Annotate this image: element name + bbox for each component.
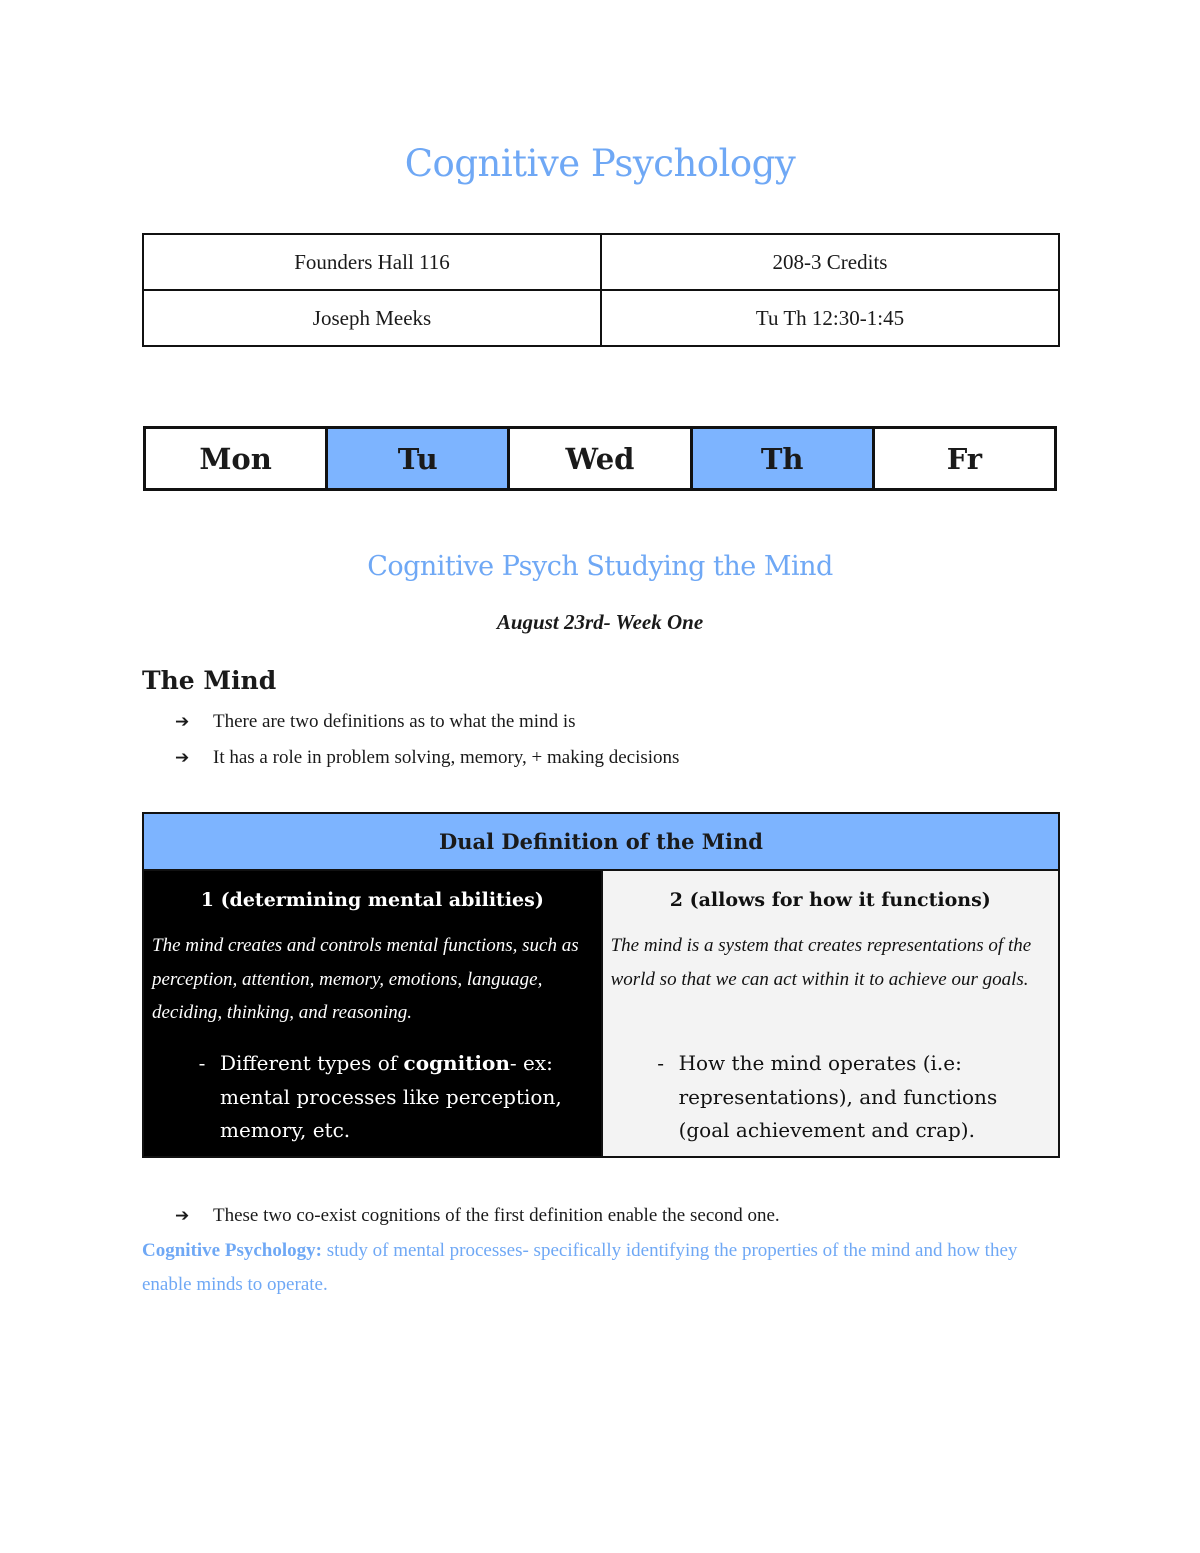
subpoint-text: - ex: mental processes like perception, memory, etc. — [220, 1051, 562, 1142]
definition-1-title: 1 (determining mental abilities) — [200, 889, 544, 911]
definition-text: study of mental processes- specifically identifying the properties of the mind and how they enable minds to operate. — [142, 1240, 1018, 1295]
definition-2-subpoint — [603, 1047, 1058, 1156]
definition-2-title: 2 (allows for how it functions) — [669, 889, 991, 911]
list-item — [175, 704, 679, 740]
document-title: Cognitive Psychology — [404, 142, 796, 185]
location-cell: Founders Hall 116 — [143, 234, 601, 290]
dash-bullet: - — [198, 1051, 206, 1075]
definition-2-cell — [602, 870, 1059, 1157]
day-fr: Fr — [873, 428, 1055, 490]
lecture-date: August 23rd- Week One — [496, 610, 704, 634]
course-info-table — [142, 233, 1060, 347]
list-item — [175, 740, 679, 776]
dual-table-heading: Dual Definition of the Mind — [143, 813, 1059, 870]
day-tu: Tu — [327, 428, 509, 490]
day-wed: Wed — [509, 428, 691, 490]
arrow-icon: ➔ — [175, 748, 190, 768]
instructor-cell: Joseph Meeks — [143, 290, 601, 346]
list-item — [175, 1198, 780, 1234]
bullet-text: There are two definitions as to what the mind is — [213, 711, 576, 732]
day-th: Th — [691, 428, 873, 490]
section-heading: The Mind — [142, 666, 277, 695]
arrow-icon: ➔ — [175, 712, 190, 732]
definition-2-description: The mind is a system that creates representations of the world so that we can act within it to achieve our goals. — [610, 935, 1032, 990]
subpoint-bold: cognition — [403, 1051, 510, 1075]
definition-1-subpoint — [144, 1047, 601, 1156]
bullet-text: These two co-exist cognitions of the first definition enable the second one. — [213, 1205, 780, 1226]
section-title: Cognitive Psych Studying the Mind — [367, 551, 833, 582]
schedule-cell: Tu Th 12:30-1:45 — [601, 290, 1059, 346]
course-credits-cell: 208-3 Credits — [601, 234, 1059, 290]
dual-definition-table — [142, 812, 1060, 1158]
definition-term: Cognitive Psychology: — [142, 1240, 322, 1261]
bullet-list-2 — [175, 1198, 780, 1234]
term-definition — [142, 1234, 1062, 1302]
day-mon: Mon — [145, 428, 327, 490]
bullet-list — [175, 704, 679, 776]
weekday-table — [143, 426, 1057, 491]
definition-1-cell — [143, 870, 602, 1157]
subpoint-text: Different types of — [220, 1051, 404, 1075]
dash-bullet: - — [657, 1051, 664, 1075]
arrow-icon: ➔ — [175, 1206, 190, 1226]
definition-1-description: The mind creates and controls mental functions, such as perception, attention, memory, emotions, language, deciding, thinking, and reasoning. — [152, 935, 579, 1023]
subpoint-text: How the mind operates (i.e: representations), and functions (goal achievement and crap). — [678, 1051, 998, 1142]
bullet-text: It has a role in problem solving, memory, + making decisions — [213, 747, 680, 768]
